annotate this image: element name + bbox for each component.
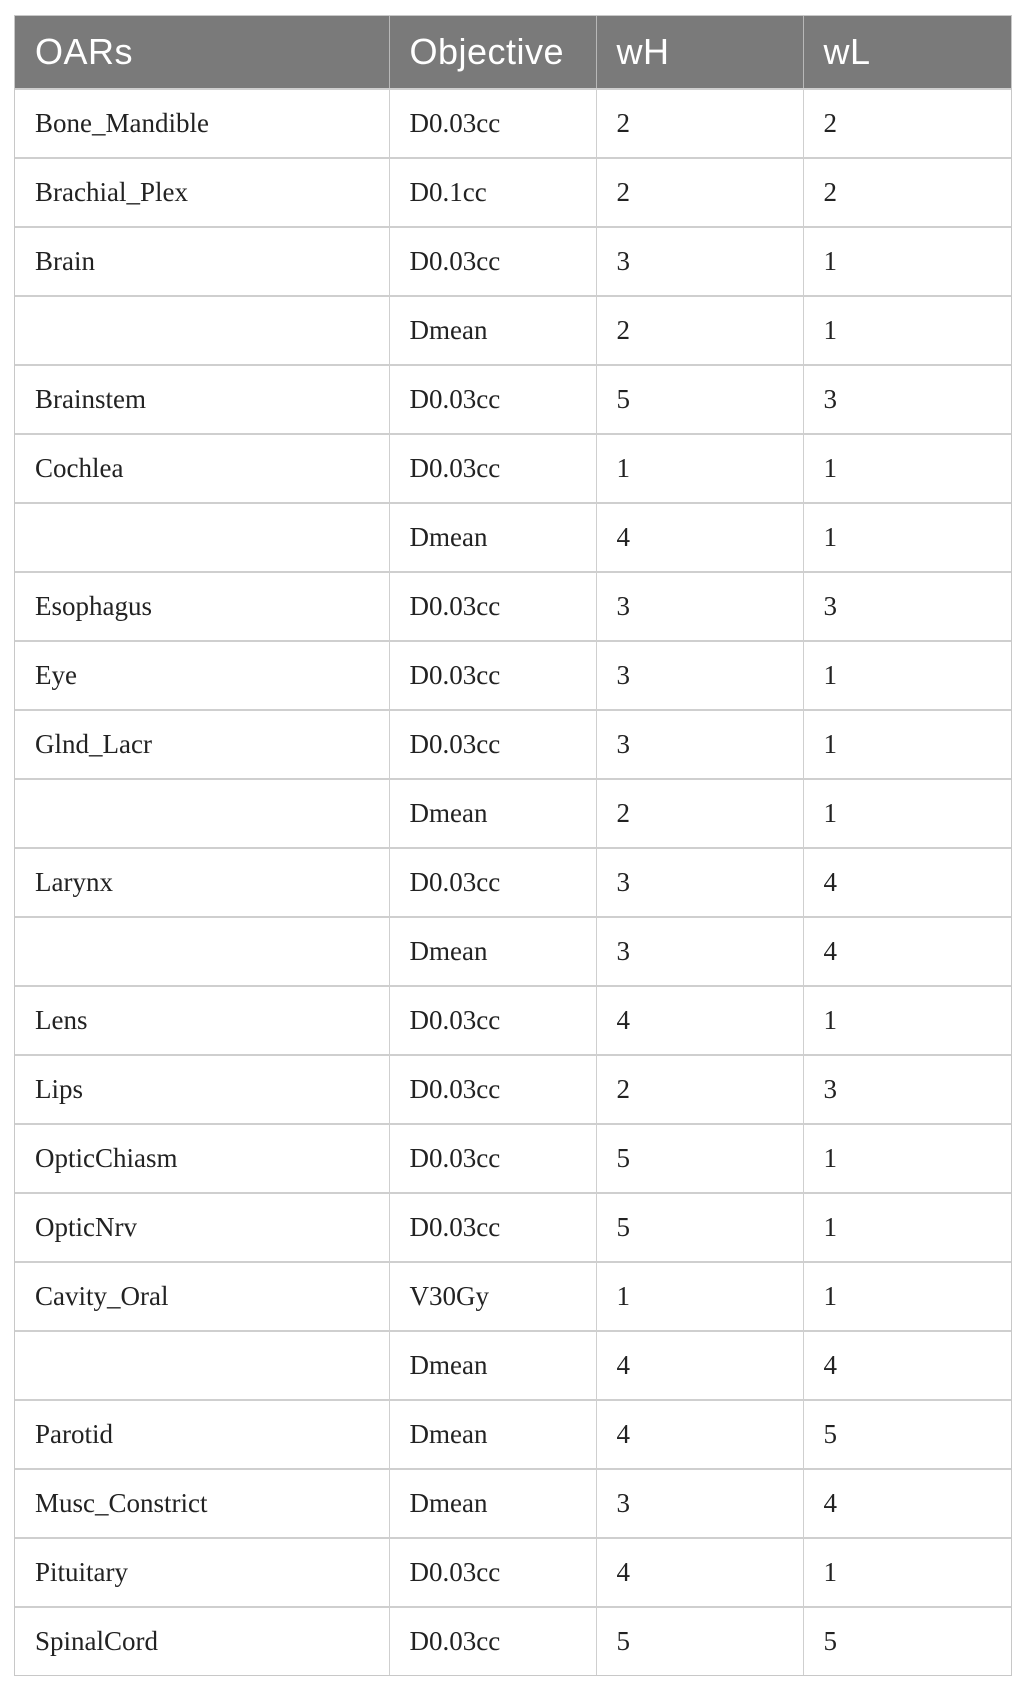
oar-cell: Brain [15,227,389,296]
wl-cell: 1 [803,986,1011,1055]
oar-cell: Parotid [15,1400,389,1469]
wl-cell: 3 [803,572,1011,641]
table-row [15,779,1011,848]
wl-cell: 1 [803,227,1011,296]
wl-cell: 4 [803,848,1011,917]
wl-cell: 4 [803,1331,1011,1400]
wl-cell: 1 [803,710,1011,779]
objective-cell: Dmean [389,503,596,572]
table-row [15,434,1011,503]
table-header [15,16,1011,89]
wl-cell: 3 [803,1055,1011,1124]
wh-cell: 5 [596,365,803,434]
oar-cell [15,1331,389,1400]
objective-cell: V30Gy [389,1262,596,1331]
objective-cell: D0.03cc [389,1055,596,1124]
oar-weights-table [15,16,1011,1675]
wl-cell: 1 [803,503,1011,572]
objective-cell: D0.03cc [389,710,596,779]
oar-cell: Glnd_Lacr [15,710,389,779]
wh-cell: 3 [596,227,803,296]
header-wl: wL [803,16,1011,89]
table-row [15,1331,1011,1400]
objective-cell: D0.03cc [389,848,596,917]
oar-cell: Eye [15,641,389,710]
wh-cell: 4 [596,1400,803,1469]
objective-cell: D0.03cc [389,986,596,1055]
wl-cell: 1 [803,1538,1011,1607]
oar-cell: SpinalCord [15,1607,389,1675]
wh-cell: 2 [596,158,803,227]
wh-cell: 4 [596,503,803,572]
objective-cell: D0.03cc [389,89,596,158]
objective-cell: D0.03cc [389,572,596,641]
wl-cell: 1 [803,641,1011,710]
oar-cell [15,917,389,986]
oar-cell: Cochlea [15,434,389,503]
wh-cell: 4 [596,1331,803,1400]
wl-cell: 3 [803,365,1011,434]
wl-cell: 1 [803,1193,1011,1262]
objective-cell: Dmean [389,1331,596,1400]
objective-cell: D0.03cc [389,641,596,710]
header-oars: OARs [15,16,389,89]
oar-cell: OpticNrv [15,1193,389,1262]
wl-cell: 1 [803,1262,1011,1331]
table-row [15,1400,1011,1469]
oar-cell: OpticChiasm [15,1124,389,1193]
table-row [15,227,1011,296]
oar-cell: Lens [15,986,389,1055]
wl-cell: 4 [803,1469,1011,1538]
oar-weights-table-container [14,15,1012,1676]
wh-cell: 2 [596,89,803,158]
wl-cell: 1 [803,434,1011,503]
wh-cell: 2 [596,1055,803,1124]
oar-cell: Esophagus [15,572,389,641]
table-row [15,917,1011,986]
wl-cell: 2 [803,158,1011,227]
wh-cell: 3 [596,710,803,779]
table-row [15,1538,1011,1607]
table-row [15,296,1011,365]
wl-cell: 5 [803,1400,1011,1469]
objective-cell: D0.03cc [389,227,596,296]
objective-cell: D0.03cc [389,434,596,503]
table-row [15,158,1011,227]
oar-cell: Brainstem [15,365,389,434]
oar-cell [15,779,389,848]
table-row [15,1607,1011,1675]
oar-cell: Lips [15,1055,389,1124]
oar-cell: Musc_Constrict [15,1469,389,1538]
table-row [15,503,1011,572]
oar-cell: Brachial_Plex [15,158,389,227]
wl-cell: 1 [803,296,1011,365]
oar-cell: Pituitary [15,1538,389,1607]
oar-cell: Larynx [15,848,389,917]
wh-cell: 5 [596,1607,803,1675]
wh-cell: 3 [596,1469,803,1538]
table-row [15,89,1011,158]
wh-cell: 1 [596,1262,803,1331]
objective-cell: D0.03cc [389,365,596,434]
objective-cell: Dmean [389,917,596,986]
oar-cell [15,296,389,365]
table-row [15,848,1011,917]
table-body [15,89,1011,1675]
wl-cell: 1 [803,779,1011,848]
table-row [15,986,1011,1055]
table-row [15,641,1011,710]
table-row [15,710,1011,779]
wl-cell: 4 [803,917,1011,986]
wh-cell: 1 [596,434,803,503]
table-row [15,1262,1011,1331]
oar-cell: Bone_Mandible [15,89,389,158]
wl-cell: 5 [803,1607,1011,1675]
objective-cell: D0.03cc [389,1193,596,1262]
header-row [15,16,1011,89]
objective-cell: D0.03cc [389,1538,596,1607]
table-row [15,1193,1011,1262]
wh-cell: 3 [596,848,803,917]
table-row [15,1124,1011,1193]
objective-cell: Dmean [389,1469,596,1538]
objective-cell: Dmean [389,1400,596,1469]
objective-cell: Dmean [389,296,596,365]
wh-cell: 3 [596,917,803,986]
wl-cell: 2 [803,89,1011,158]
wh-cell: 5 [596,1193,803,1262]
wh-cell: 3 [596,572,803,641]
wh-cell: 2 [596,779,803,848]
wh-cell: 4 [596,1538,803,1607]
wh-cell: 4 [596,986,803,1055]
objective-cell: D0.03cc [389,1607,596,1675]
table-row [15,365,1011,434]
objective-cell: D0.1cc [389,158,596,227]
oar-cell: Cavity_Oral [15,1262,389,1331]
wh-cell: 2 [596,296,803,365]
table-row [15,1469,1011,1538]
header-objective: Objective [389,16,596,89]
wl-cell: 1 [803,1124,1011,1193]
wh-cell: 5 [596,1124,803,1193]
table-row [15,572,1011,641]
oar-cell [15,503,389,572]
table-row [15,1055,1011,1124]
header-wh: wH [596,16,803,89]
objective-cell: Dmean [389,779,596,848]
wh-cell: 3 [596,641,803,710]
objective-cell: D0.03cc [389,1124,596,1193]
